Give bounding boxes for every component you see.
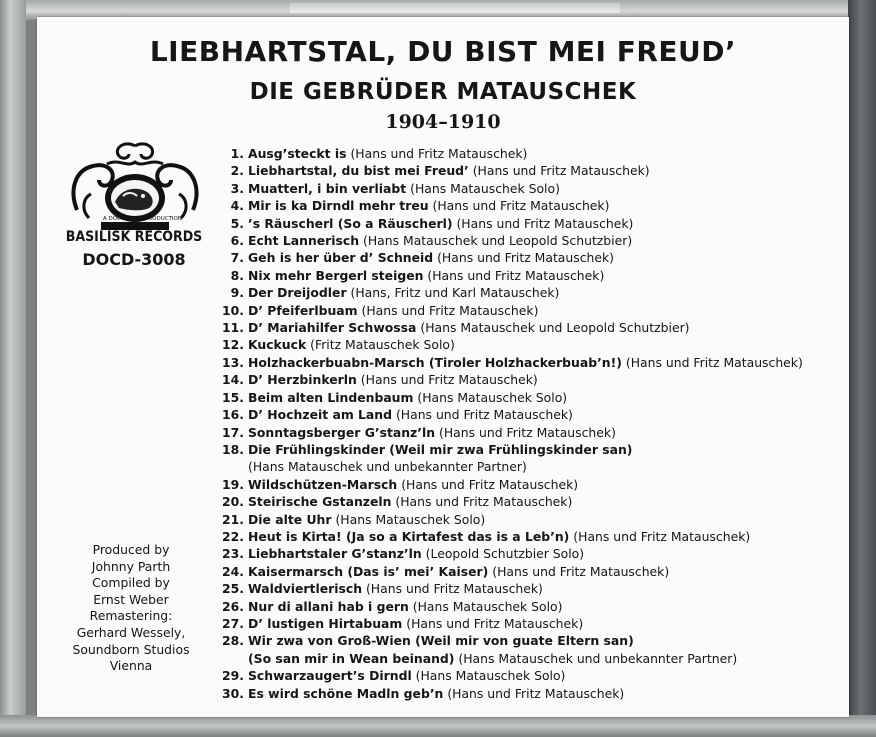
track-performers: (Hans, Fritz und Karl Matauschek): [350, 285, 560, 301]
track-number: 11.: [222, 320, 244, 336]
track-number: 22.: [222, 528, 244, 544]
track-performers: (Hans Matauschek Solo): [417, 389, 568, 405]
track-list-item: [217, 528, 837, 545]
track-list-item: [217, 493, 837, 510]
track-performers: (Hans und Fritz Matauschek): [472, 163, 650, 179]
catalog-number: DOCD-3008: [82, 250, 186, 269]
track-title: Liebhartstal, du bist mei Freud’: [248, 163, 469, 179]
track-title: Geh is her über d’ Schneid: [248, 250, 434, 266]
track-performers: (Hans und Fritz Matauschek): [437, 250, 614, 266]
track-number: 14.: [222, 372, 244, 388]
track-list-item: [217, 545, 837, 562]
track-number: 4.: [230, 198, 244, 214]
track-title: D’ lustigen Hirtabuam: [248, 615, 403, 631]
track-title: Mir is ka Dirndl mehr treu: [248, 198, 429, 214]
track-number: 19.: [222, 476, 244, 492]
track-performers: (Hans Matauschek und Leopold Schutzbier): [363, 233, 633, 249]
track-list-item: [217, 162, 837, 179]
track-number: 23.: [222, 546, 244, 562]
track-number: 17.: [222, 424, 244, 440]
track-number: 20.: [222, 494, 244, 510]
recording-years: 1904–1910: [385, 111, 501, 133]
track-title: Der Dreijodler: [248, 285, 347, 301]
track-list-item: [217, 667, 837, 684]
track-performers: (Hans und Fritz Matauschek): [439, 424, 616, 440]
album-title: LIEBHARTSTAL, DU BIST MEI FREUD’: [149, 35, 737, 68]
track-number: 13.: [222, 354, 244, 370]
jewel-case-bottom-edge: [0, 715, 876, 737]
track-title: Echt Lannerisch: [248, 233, 360, 249]
production-credits: [59, 542, 203, 675]
track-title: Steirische Gstanzeln: [248, 494, 392, 510]
track-performers: (Hans Matauschek und Leopold Schutzbier): [420, 320, 690, 336]
track-performers: (Hans Matauschek Solo): [415, 668, 566, 684]
basilisk-logo-icon: [67, 140, 203, 232]
credit-line: Remastering:: [89, 608, 173, 624]
track-list-item: [217, 302, 837, 319]
track-list-item: [217, 249, 837, 266]
track-title: Wildschützen-Marsch: [248, 476, 398, 492]
artist-name: DIE GEBRÜDER MATAUSCHEK: [249, 79, 637, 105]
track-list-item: [217, 441, 837, 476]
track-title: Sonntagsberger G’stanz’ln: [248, 424, 436, 440]
track-performers: (Hans Matauschek und unbekannter Partner): [248, 459, 527, 475]
track-title: Es wird schöne Madln geb’n: [248, 685, 444, 701]
track-list-item: [217, 319, 837, 336]
track-number: 15.: [222, 389, 244, 405]
track-number: 30.: [222, 685, 244, 701]
track-performers: (Hans Matauschek und unbekannter Partner): [458, 650, 738, 666]
track-number: 24.: [222, 563, 244, 579]
track-number: 10.: [222, 302, 244, 318]
credit-line: Soundborn Studios: [72, 641, 190, 657]
track-list-item: [217, 336, 837, 353]
track-number: 5.: [230, 215, 244, 231]
track-number: 28.: [222, 633, 244, 649]
record-label-name: BASILISK RECORDS: [65, 229, 203, 245]
track-list-item: [217, 598, 837, 615]
track-list-item: [217, 424, 837, 441]
track-list-item: [217, 580, 837, 597]
jewel-case-hinge: [290, 3, 620, 13]
track-list-item: [217, 180, 837, 197]
track-list-item: [217, 406, 837, 423]
track-list-item: [217, 267, 837, 284]
credit-line: Ernst Weber: [93, 591, 169, 607]
track-title: Kaisermarsch (Das is’ mei’ Kaiser): [248, 563, 489, 579]
track-number: 29.: [222, 668, 244, 684]
track-title: D’ Pfeiferlbuam: [248, 302, 358, 318]
track-performers: (Hans und Fritz Matauschek): [447, 685, 625, 701]
track-performers: (Hans und Fritz Matauschek): [427, 267, 605, 283]
track-performers: (Hans Matauschek Solo): [410, 180, 560, 196]
track-number: 18.: [222, 441, 244, 457]
track-performers: (Hans und Fritz Matauschek): [432, 198, 610, 214]
track-performers: (Hans und Fritz Matauschek): [625, 354, 803, 370]
svg-text:A DOCUMENT: A DOCUMENT: [103, 216, 141, 222]
track-performers: (Hans und Fritz Matauschek): [492, 563, 670, 579]
back-cover-insert: [37, 17, 849, 717]
track-number: 1.: [230, 146, 244, 161]
track-performers: (Hans und Fritz Matauschek): [573, 528, 751, 544]
track-number: 3.: [230, 180, 244, 196]
track-list-item: [217, 389, 837, 406]
track-title-continued: (So san mir in Wean beinand): [248, 650, 455, 666]
track-title: D’ Herzbinkerln: [248, 372, 357, 388]
track-performers: (Hans und Fritz Matauschek): [365, 581, 543, 597]
track-title: ’s Räuscherl (So a Räuscherl): [248, 215, 453, 231]
track-performers: (Hans und Fritz Matauschek): [395, 494, 573, 510]
track-title: Die Frühlingskinder (Weil mir zwa Frühlingskinder san): [248, 441, 633, 457]
track-list: [217, 145, 837, 702]
track-performers: (Hans und Fritz Matauschek): [361, 302, 539, 318]
track-number: 21.: [222, 511, 244, 527]
track-list-item: [217, 632, 837, 667]
track-number: 26.: [222, 598, 244, 614]
track-performers: (Hans und Fritz Matauschek): [360, 372, 538, 388]
track-number: 2.: [230, 163, 244, 179]
track-list-item: [217, 511, 837, 528]
track-title: D’ Hochzeit am Land: [248, 407, 392, 423]
track-title: Nur di allani hab i gern: [248, 598, 409, 614]
credit-line: Produced by: [92, 542, 170, 557]
track-number: 6.: [230, 233, 244, 249]
credit-line: Compiled by: [92, 575, 170, 591]
track-title: Muatterl, i bin verliabt: [248, 180, 407, 196]
track-title: D’ Mariahilfer Schwossa: [248, 320, 417, 336]
track-title: Heut is Kirta! (Ja so a Kirtafest das is a Leb’n): [248, 528, 570, 544]
track-number: 7.: [230, 250, 244, 266]
track-title: Die alte Uhr: [248, 511, 332, 527]
track-title: Wir zwa von Groß-Wien (Weil mir von guate Eltern san): [248, 633, 634, 649]
track-number: 27.: [222, 615, 244, 631]
track-list-item: [217, 476, 837, 493]
track-list-item: [217, 215, 837, 232]
track-list-item: [217, 145, 837, 162]
track-list-item: [217, 354, 837, 371]
track-list-item: [217, 685, 837, 702]
track-performers: (Hans und Fritz Matauschek): [406, 615, 584, 631]
track-list-item: [217, 197, 837, 214]
track-performers: (Hans und Fritz Matauschek): [456, 215, 634, 231]
track-performers: (Fritz Matauschek Solo): [310, 337, 455, 353]
track-title: Liebhartstaler G’stanz’ln: [248, 546, 422, 562]
track-title: Holzhackerbuabn-Marsch (Tiroler Holzhackerbuab’n!): [248, 354, 622, 370]
track-performers: (Hans Matauschek Solo): [335, 511, 486, 527]
track-number: 25.: [222, 581, 244, 597]
track-performers: (Hans Matauschek Solo): [412, 598, 563, 614]
svg-text:PRODUCTION: PRODUCTION: [145, 216, 182, 222]
track-list-item: [217, 284, 837, 301]
track-number: 8.: [230, 267, 244, 283]
track-number: 9.: [230, 285, 244, 301]
track-title: Ausg’steckt is: [248, 146, 347, 161]
track-title: Beim alten Lindenbaum: [248, 389, 414, 405]
track-title: Waldviertlerisch: [248, 581, 363, 597]
track-list-item: [217, 371, 837, 388]
credit-line: Vienna: [109, 658, 153, 674]
jewel-case-left-edge: [0, 0, 26, 737]
track-list-item: [217, 615, 837, 632]
track-list-item: [217, 232, 837, 249]
track-performers: (Hans und Fritz Matauschek): [350, 146, 528, 161]
track-title: Nix mehr Bergerl steigen: [248, 267, 424, 283]
jewel-case-right-edge: [848, 0, 876, 737]
track-performers: (Hans und Fritz Matauschek): [401, 476, 579, 492]
track-performers: (Hans und Fritz Matauschek): [395, 407, 573, 423]
track-title: Schwarzaugert’s Dirndl: [248, 668, 412, 684]
credit-line: Johnny Parth: [91, 558, 171, 574]
track-number: 12.: [222, 337, 244, 353]
track-number: 16.: [222, 407, 244, 423]
track-list-item: [217, 563, 837, 580]
track-title: Kuckuck: [248, 337, 307, 353]
credit-line: Gerhard Wessely,: [76, 624, 186, 640]
track-performers: (Leopold Schutzbier Solo): [425, 546, 585, 562]
